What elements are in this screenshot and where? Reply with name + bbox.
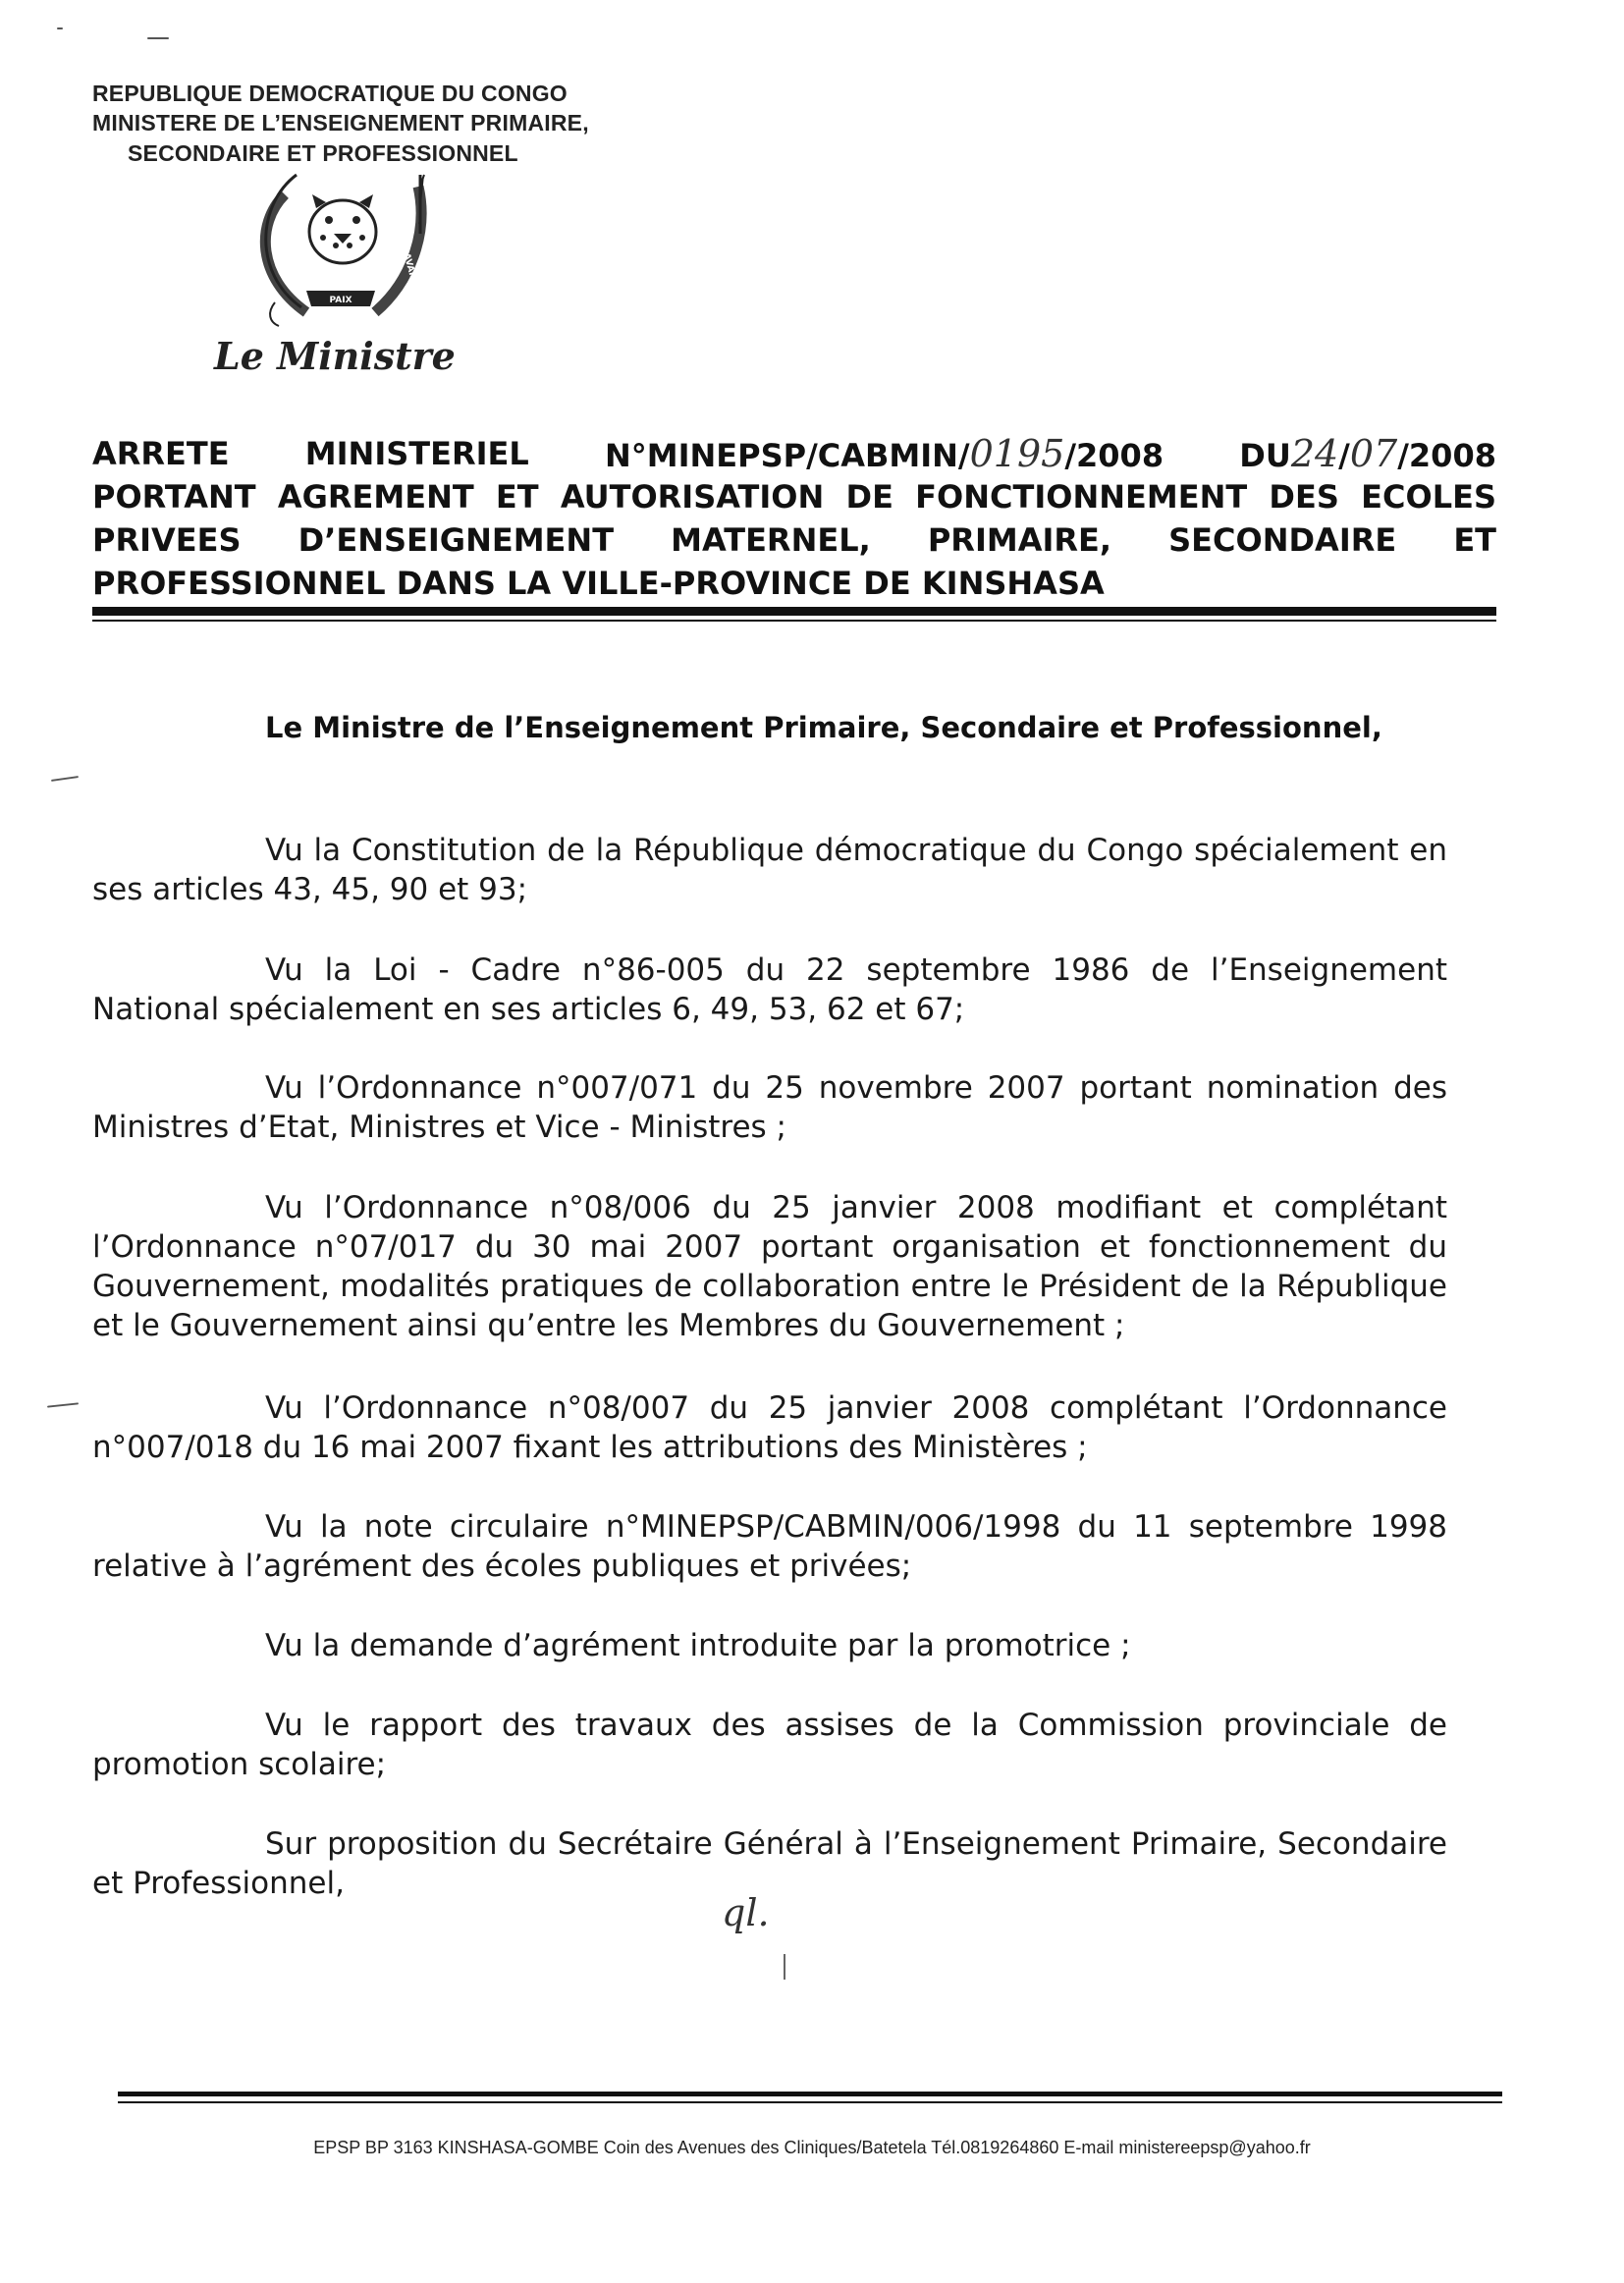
recital-paragraph-demande: Vu la demande d’agrément introduite par la promotrice ; [265, 1628, 1131, 1663]
decree-number [605, 432, 1164, 475]
scan-speck [51, 776, 79, 782]
recital-paragraph-ordonnance-attributions: Vu l’Ordonnance n°08/007 du 25 janvier 2008 complétant l’Ordonnance n°007/018 du 16 mai 2007 fixant les attributions des Ministères ; [92, 1390, 1447, 1465]
svg-text:TRAVAIL: TRAVAIL [398, 240, 418, 283]
decree-word: AUTORISATION [560, 478, 825, 516]
decree-line-1 [92, 432, 1496, 475]
decree-word: AGREMENT [277, 478, 474, 516]
decree-date [1239, 432, 1496, 475]
decree-word: SECONDAIRE [1168, 521, 1397, 559]
decree-word: MINISTERIEL [304, 435, 529, 472]
footer-rule-thick [118, 2092, 1502, 2096]
svg-text:PAIX: PAIX [329, 296, 352, 305]
decree-word: ECOLES [1361, 478, 1496, 516]
decree-line-3 [92, 518, 1496, 562]
decree-date-suffix: /2008 [1397, 437, 1496, 474]
handwritten-initials: ql. [722, 1891, 770, 1934]
recital-paragraph-ordonnance-organisation: Vu l’Ordonnance n°08/006 du 25 janvier 2008 modifiant et complétant l’Ordonnance n°07/017 du 30 mai 2007 portant organisation et fonctionnement du Gouvernement, modalités pratiques de collaboration entre le Président de la République et le Gouvernement ainsi qu’entre les Membres du Gouvernement ; [92, 1190, 1447, 1343]
letterhead-ministry-line2: SECONDAIRE ET PROFESSIONNEL [128, 140, 518, 166]
decree-word: PORTANT [92, 478, 256, 516]
ink-mark [784, 1954, 785, 1980]
decree-word: ARRETE [92, 435, 230, 472]
handwritten-day: 24 [1290, 432, 1339, 475]
leopard-head-icon [309, 194, 376, 263]
letterhead-ministry-line1: MINISTERE DE L’ENSEIGNEMENT PRIMAIRE, [92, 110, 589, 136]
decree-word: PRIMAIRE, [927, 521, 1112, 559]
heading-rule-thick [92, 607, 1496, 616]
footer-rule-thin [118, 2101, 1502, 2103]
letterhead-country: REPUBLIQUE DEMOCRATIQUE DU CONGO [92, 81, 568, 106]
handwritten-month: 07 [1349, 432, 1398, 475]
recital-paragraph-note-circulaire: Vu la note circulaire n°MINEPSP/CABMIN/006/1998 du 11 septembre 1998 relative à l’agrément des écoles publiques et privées; [92, 1509, 1447, 1584]
decree-line-4: PROFESSIONNEL DANS LA VILLE-PROVINCE DE KINSHASA [92, 565, 1105, 602]
decree-word: ET [495, 478, 539, 516]
minister-office-title: Le Ministre [214, 334, 456, 378]
date-separator: / [1338, 437, 1350, 474]
scan-speck [47, 1402, 79, 1407]
decree-word: DE [845, 478, 893, 516]
decree-number-suffix: /2008 [1064, 437, 1164, 474]
coat-of-arms-emblem [228, 165, 459, 332]
decree-word: ET [1453, 521, 1496, 559]
scan-speck [147, 37, 169, 39]
minister-subject-line: Le Ministre de l’Enseignement Primaire, Secondaire et Professionnel, [265, 711, 1382, 744]
decree-word: DES [1269, 478, 1339, 516]
decree-date-prefix: DU [1239, 437, 1291, 474]
decree-number-prefix: N°MINEPSP/CABMIN/ [604, 437, 970, 474]
recital-paragraph-constitution: Vu la Constitution de la République démocratique du Congo spécialement en ses articles 43, 45, 90 et 93; [92, 833, 1447, 907]
recital-paragraph-ordonnance-nomination: Vu l’Ordonnance n°007/071 du 25 novembre 2007 portant nomination des Ministres d’Etat, Ministres et Vice - Ministres ; [92, 1070, 1447, 1145]
footer-address: EPSP BP 3163 KINSHASA-GOMBE Coin des Avenues des Cliniques/Batetela Tél.0819264860 E-mail ministereepsp@yahoo.fr [313, 2138, 1311, 2157]
scan-speck [57, 27, 63, 29]
recital-paragraph-proposition: Sur proposition du Secrétaire Général à l’Enseignement Primaire, Secondaire et Professionnel, [92, 1826, 1447, 1901]
decree-word: MATERNEL, [671, 521, 871, 559]
handwritten-number: 0195 [969, 432, 1065, 475]
decree-word: PRIVEES [92, 521, 242, 559]
recital-paragraph-rapport: Vu le rapport des travaux des assises de la Commission provinciale de promotion scolaire; [92, 1708, 1447, 1782]
decree-word: FONCTIONNEMENT [915, 478, 1248, 516]
heading-rule-thin [92, 620, 1496, 622]
recital-paragraph-loi-cadre: Vu la Loi - Cadre n°86-005 du 22 septembre 1986 de l’Enseignement National spécialement en ses articles 6, 49, 53, 62 et 67; [92, 952, 1447, 1027]
decree-line-2 [92, 475, 1496, 518]
svg-text:JUSTICE: JUSTICE [280, 229, 303, 270]
decree-word: D’ENSEIGNEMENT [298, 521, 615, 559]
decree-heading [92, 432, 1496, 605]
